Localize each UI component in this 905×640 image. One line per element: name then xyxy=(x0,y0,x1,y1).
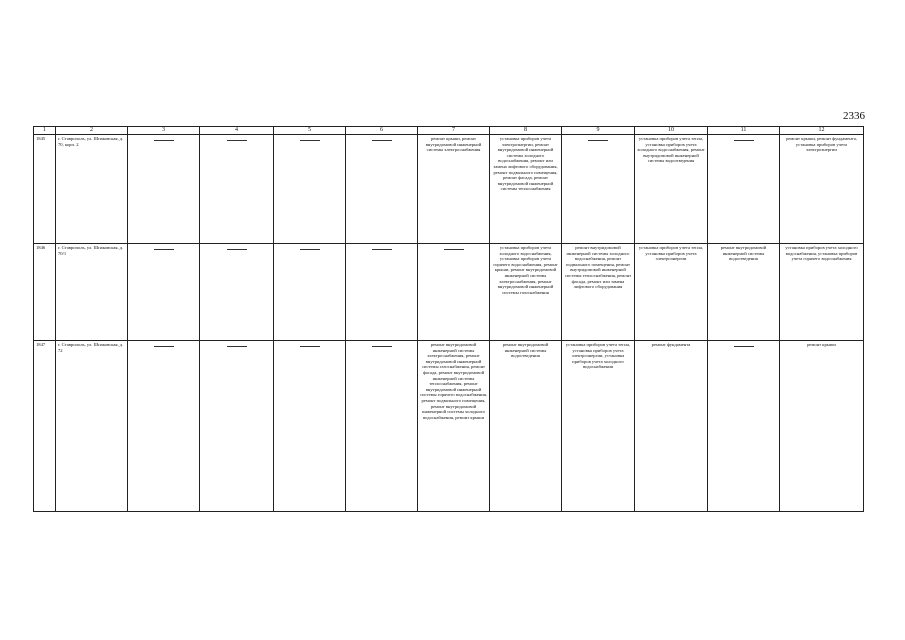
column-header: 3 xyxy=(128,127,200,135)
dash-mark xyxy=(227,249,247,250)
row-number: 1847 xyxy=(34,341,56,512)
work-cell: ремонт внутридомовой инженерной системы электроснабжения, ремонт внутридомовой инженерной системы газоснабжения, ремонт фасада, ремонт внутридомовой инженерной системы теплоснабжения, ремонт внутридомовой инженерной системы горячего водоснабжения, ремонт подвального помещения, ремонт внутридомовой инженерной системы холодного водоснабжения, ремонт крыши xyxy=(418,341,490,512)
empty-cell xyxy=(346,244,418,341)
column-header: 2 xyxy=(56,127,128,135)
dash-mark xyxy=(154,249,174,250)
dash-mark xyxy=(588,140,608,141)
page-number: 2336 xyxy=(843,110,865,122)
row-number: 1845 xyxy=(34,135,56,244)
work-cell: установка приборов учета холодного водоснабжения, установка приборов учета горячего водоснабжения, ремонт крыши, ремонт внутридомовой инженерной системы электроснабжения, ремонт внутридомовой инженерной системы газоснабжения xyxy=(490,244,562,341)
work-cell: установка приборов учета тепла, установка приборов учета электроэнергии xyxy=(635,244,708,341)
work-cell: установка приборов учета холодного водоснабжения, установка приборов учета горячего водоснабжения xyxy=(780,244,864,341)
column-header: 4 xyxy=(200,127,274,135)
work-cell: установка приборов учета электроэнергии, ремонт внутридомовой инженерной системы холодного водоснабжения, ремонт или замена лифтового оборудования, ремонт подвального помещения, ремонт фасада, ремонт внутридомовой инженерной системы теплоснабжения xyxy=(490,135,562,244)
column-header: 8 xyxy=(490,127,562,135)
repair-schedule-table xyxy=(33,126,864,512)
empty-cell xyxy=(200,341,274,512)
work-cell: ремонт крыши, ремонт фундамента, установка приборов учета электроэнергии xyxy=(780,135,864,244)
empty-cell xyxy=(274,244,346,341)
dash-mark xyxy=(227,140,247,141)
address-cell: г. Ставрополь, ул. Шпаковская, д. 72 xyxy=(56,341,128,512)
empty-cell xyxy=(562,135,635,244)
dash-mark xyxy=(372,140,392,141)
column-header: 9 xyxy=(562,127,635,135)
empty-cell xyxy=(708,341,780,512)
header-row xyxy=(34,127,864,135)
work-cell: ремонт крыши xyxy=(780,341,864,512)
column-header: 11 xyxy=(708,127,780,135)
empty-cell xyxy=(274,341,346,512)
empty-cell xyxy=(346,135,418,244)
dash-mark xyxy=(734,140,754,141)
dash-mark xyxy=(734,346,754,347)
dash-mark xyxy=(372,249,392,250)
column-header: 1 xyxy=(34,127,56,135)
column-header: 12 xyxy=(780,127,864,135)
empty-cell xyxy=(418,244,490,341)
dash-mark xyxy=(227,346,247,347)
address-cell: г. Ставрополь, ул. Шпаковская, д. 70, корп. 2 xyxy=(56,135,128,244)
empty-cell xyxy=(346,341,418,512)
column-header: 5 xyxy=(274,127,346,135)
empty-cell xyxy=(274,135,346,244)
work-cell: ремонт внутридомовой инженерной системы водоотведения xyxy=(490,341,562,512)
empty-cell xyxy=(128,135,200,244)
empty-cell xyxy=(128,244,200,341)
empty-cell xyxy=(200,135,274,244)
dash-mark xyxy=(154,140,174,141)
dash-mark xyxy=(372,346,392,347)
dash-mark xyxy=(154,346,174,347)
work-cell: ремонт внутридомовой инженерной системы водоотведения xyxy=(708,244,780,341)
dash-mark xyxy=(300,346,320,347)
work-cell: ремонт фундамента xyxy=(635,341,708,512)
column-header: 7 xyxy=(418,127,490,135)
table-row xyxy=(34,341,864,512)
work-cell: ремонт крыши, ремонт внутридомовой инженерной системы электроснабжения xyxy=(418,135,490,244)
empty-cell xyxy=(708,135,780,244)
table-row xyxy=(34,135,864,244)
table-row xyxy=(34,244,864,341)
row-number: 1846 xyxy=(34,244,56,341)
dash-mark xyxy=(300,249,320,250)
empty-cell xyxy=(128,341,200,512)
work-cell: установка приборов учета тепла, установка приборов учета холодного водоснабжения, ремонт внутридомовой инженерной системы водоотведения xyxy=(635,135,708,244)
dash-mark xyxy=(444,249,464,250)
work-cell: установка приборов учета тепла, установка приборов учета электроэнергии, установка приборов учета холодного водоснабжения xyxy=(562,341,635,512)
empty-cell xyxy=(200,244,274,341)
column-header: 6 xyxy=(346,127,418,135)
address-cell: г. Ставрополь, ул. Шпаковская, д. 70/1 xyxy=(56,244,128,341)
dash-mark xyxy=(300,140,320,141)
work-cell: ремонт внутридомовой инженерной системы холодного водоснабжения, ремонт подвального помещения, ремонт внутридомовой инженерной системы теплоснабжения, ремонт фасада, ремонт или замена лифтового оборудования xyxy=(562,244,635,341)
column-header: 10 xyxy=(635,127,708,135)
